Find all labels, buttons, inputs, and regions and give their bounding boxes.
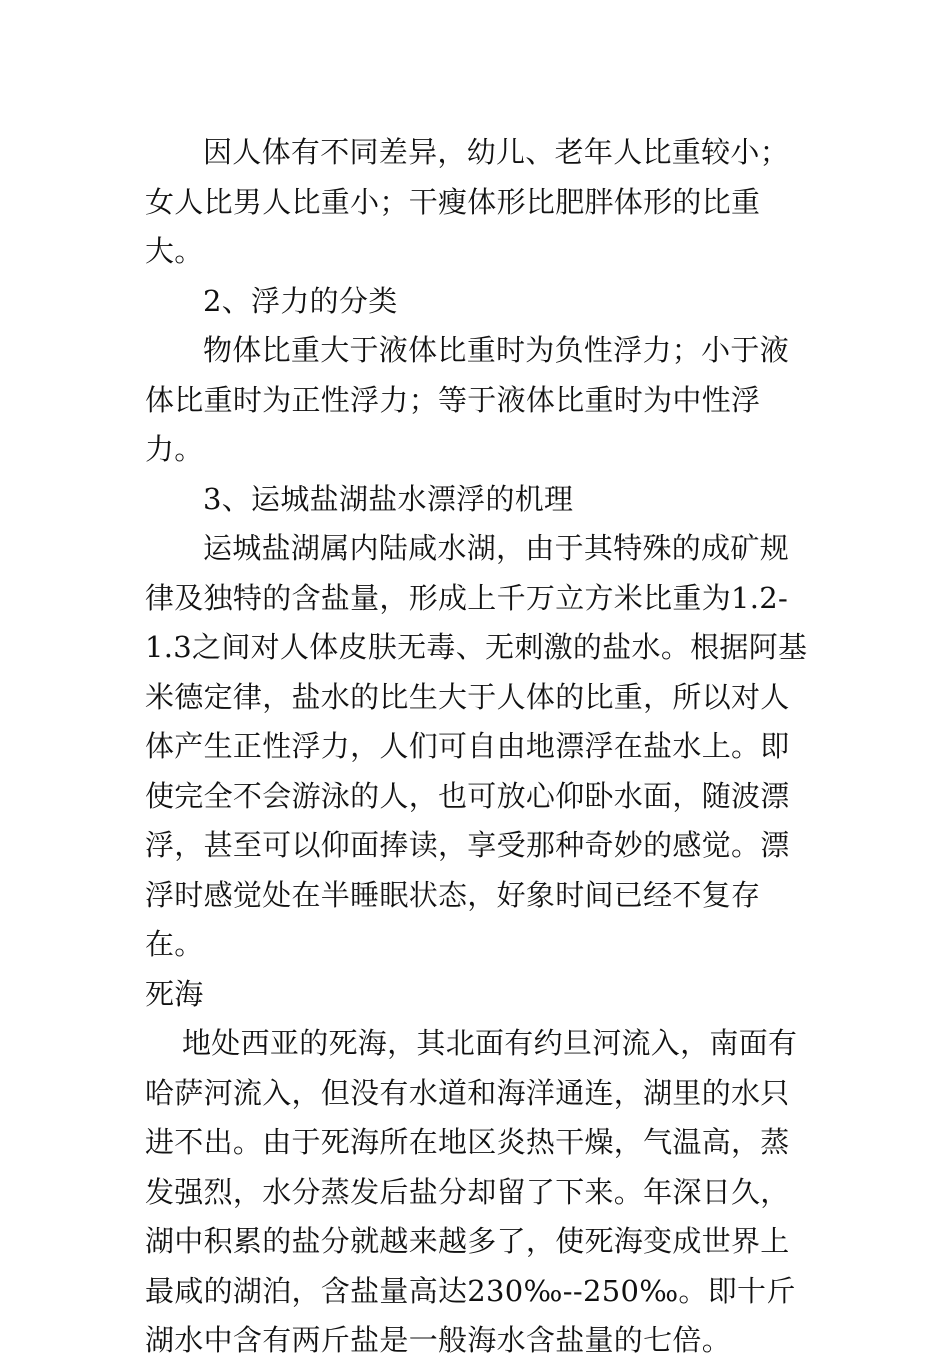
paragraph-body-density: 因人体有不同差异，幼儿、老年人比重较小；女人比男人比重小；干瘦体形比肥胖体形的比重大。	[145, 135, 790, 268]
heading-dead-sea: 死海	[145, 976, 204, 1011]
paragraph-dead-sea: 地处西亚的死海，其北面有约旦河流入，南面有哈萨河流入，但没有水道和海洋通连，湖里的水只进不出。由于死海所在地区炎热干燥，气温高，蒸发强烈，水分蒸发后盐分却留了下来。年深日久，湖中积累的盐分就越来越多了，使死海变成世界上最咸的湖泊，含盐量高达230‰--250‰。即十斤湖水中含有两斤盐是一般海水含盐量的七倍。	[145, 1026, 798, 1357]
paragraph-yuncheng-mechanism: 运城盐湖属内陆咸水湖，由于其特殊的成矿规律及独特的含盐量，形成上千万立方米比重为1.2-1.3之间对人体皮肤无毒、无刺激的盐水。根据阿基米德定律，盐水的比生大于人体的比重，所以对人体产生正性浮力，人们可自由地漂浮在盐水上。即使完全不会游泳的人，也可放心仰卧水面，随波漂浮，甚至可以仰面捧读，享受那种奇妙的感觉。漂浮时感觉处在半睡眠状态，好象时间已经不复存在。	[145, 531, 808, 961]
paragraph-buoyancy-types: 物体比重大于液体比重时为负性浮力；小于液体比重时为正性浮力；等于液体比重时为中性浮力。	[145, 333, 790, 466]
heading-buoyancy-types: 2、浮力的分类	[203, 283, 398, 318]
heading-yuncheng-mechanism: 3、运城盐湖盐水漂浮的机理	[203, 481, 574, 516]
document-body	[145, 128, 815, 1366]
